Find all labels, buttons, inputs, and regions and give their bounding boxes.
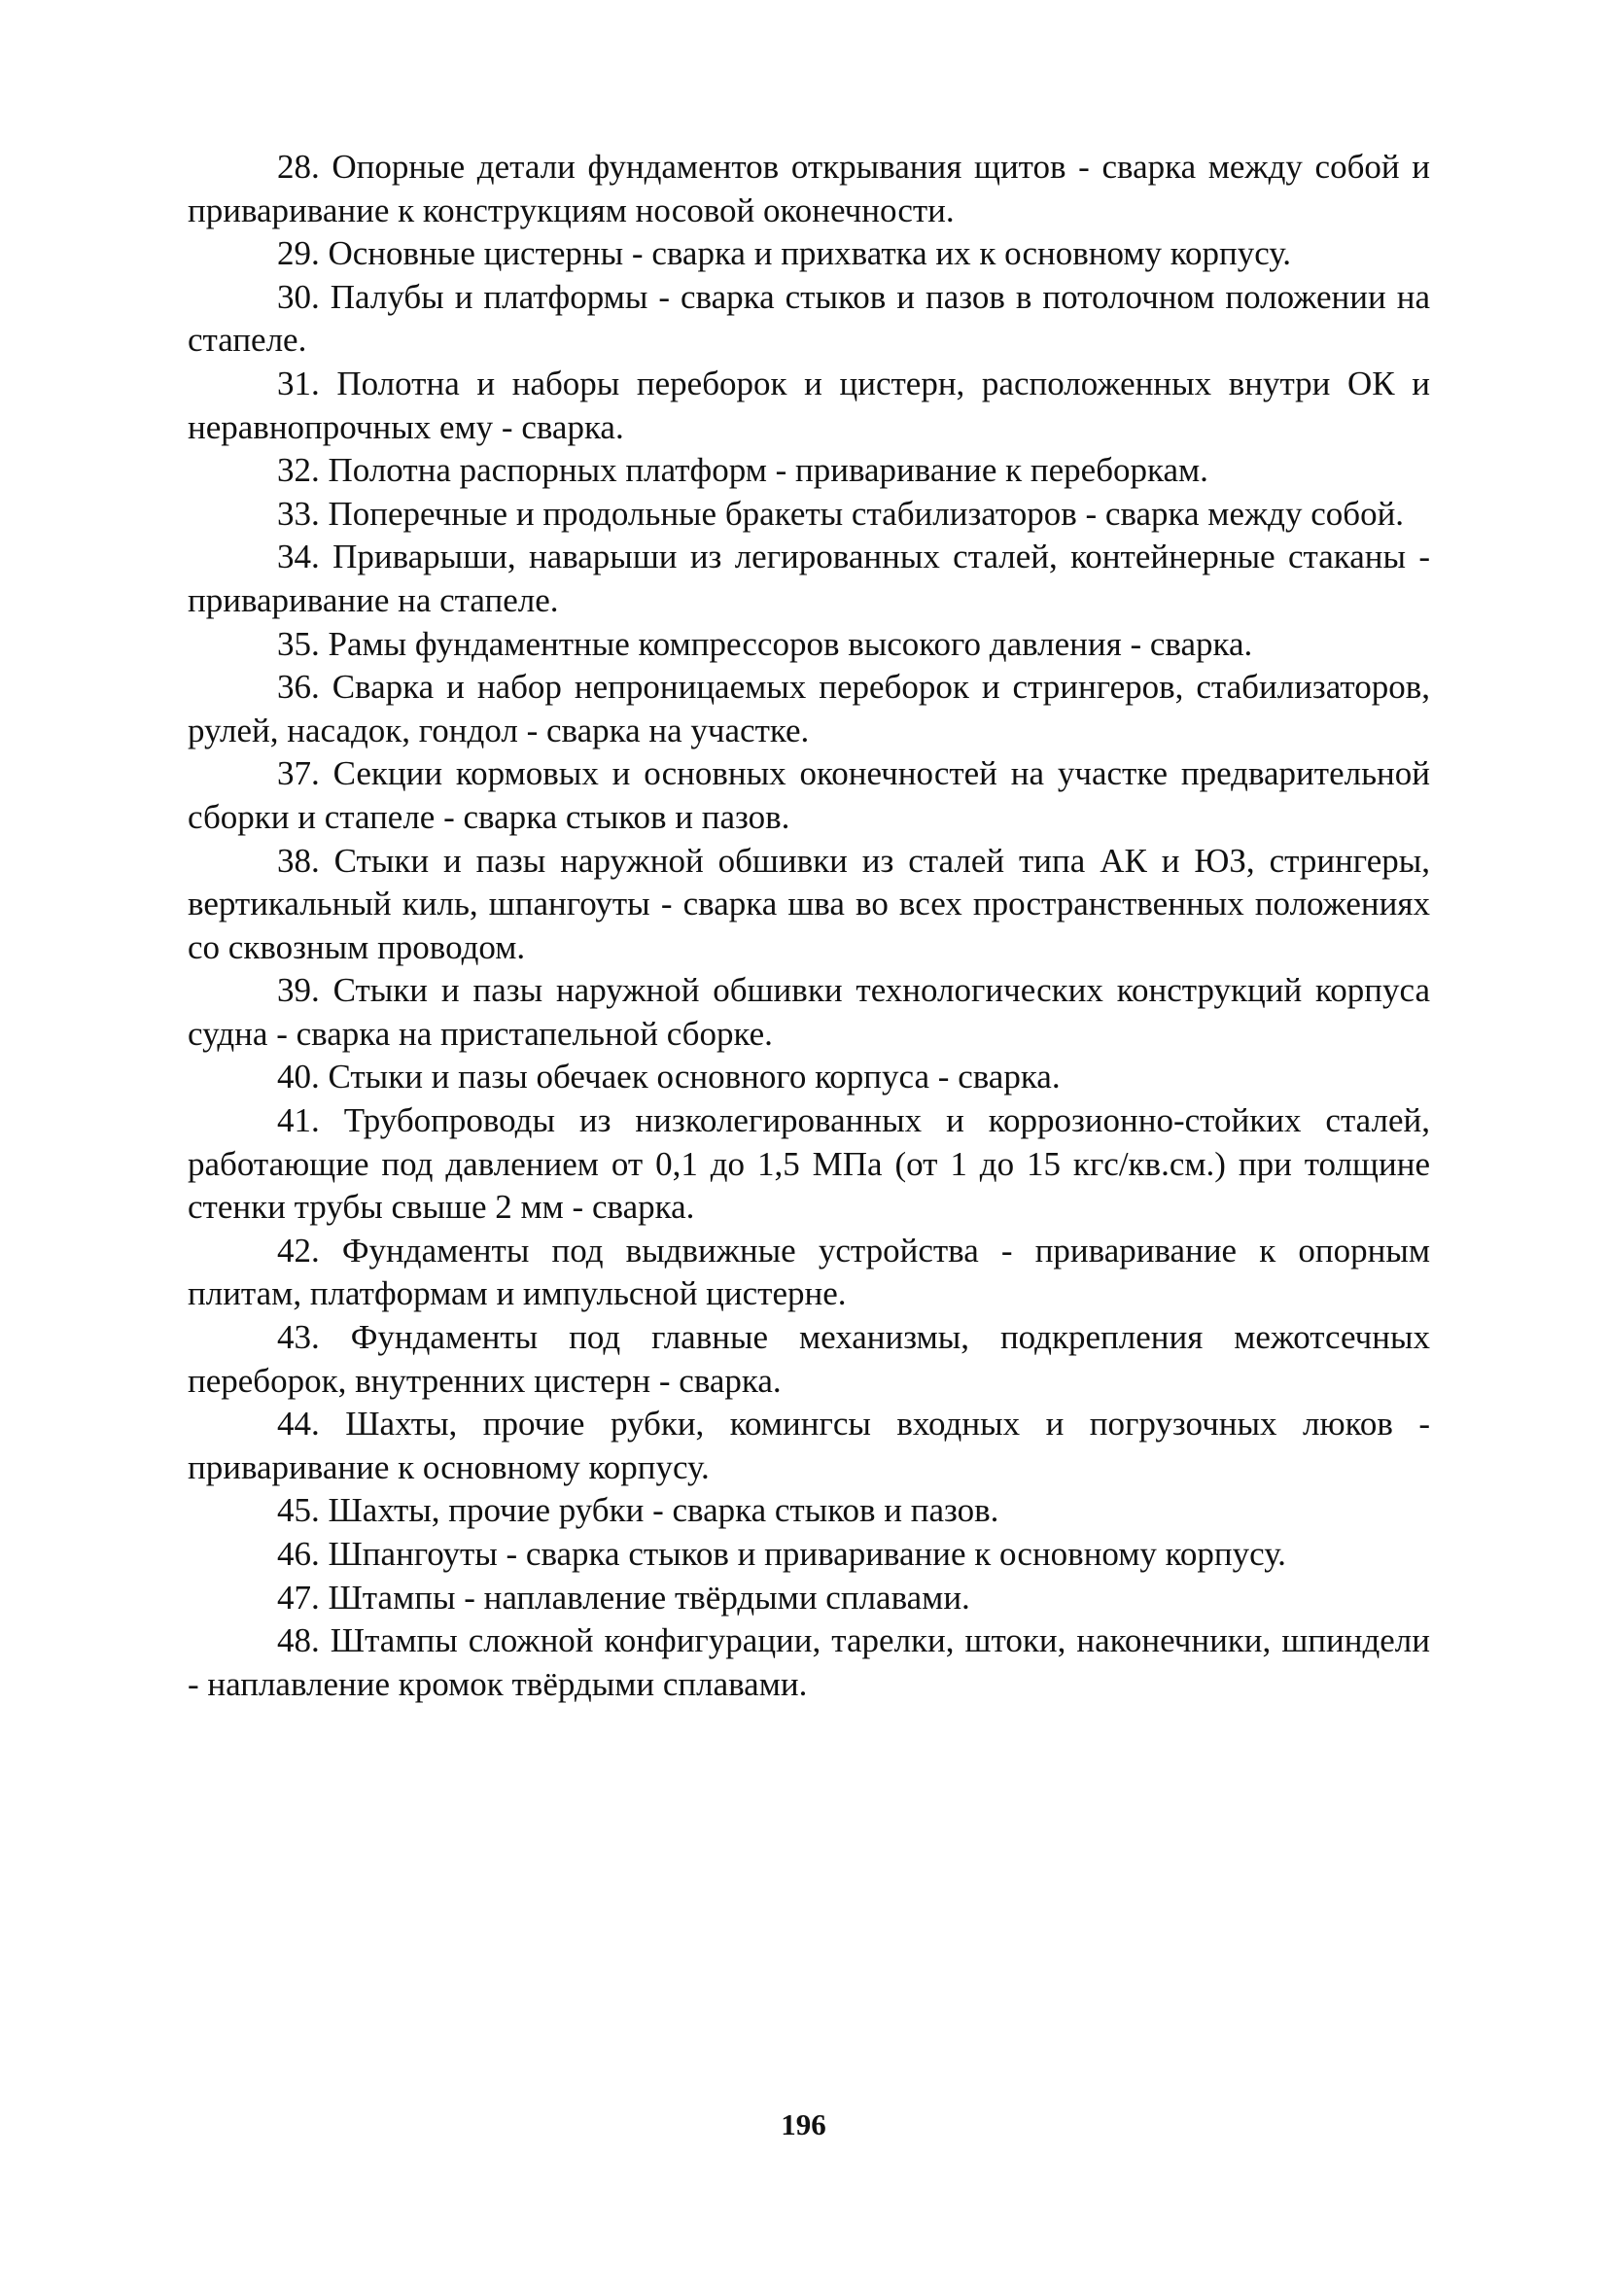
list-item-43: 43. Фундаменты под главные механизмы, подкрепления межотсечных переборок, внутренних цистерн - сварка. xyxy=(188,1318,1430,1400)
list-item-44: 44. Шахты, прочие рубки, комингсы входных и погрузочных люков - приваривание к основному корпусу. xyxy=(188,1405,1430,1486)
document-body xyxy=(188,146,1430,1706)
list-item-48: 48. Штампы сложной конфигурации, тарелки, штоки, наконечники, шпиндели - наплавление кромок твёрдыми сплавами. xyxy=(188,1621,1430,1703)
list-item-47: 47. Штампы - наплавление твёрдыми сплавами. xyxy=(277,1578,970,1617)
list-item-33: 33. Поперечные и продольные бракеты стабилизаторов - сварка между собой. xyxy=(277,494,1405,533)
list-item-42: 42. Фундаменты под выдвижные устройства - приваривание к опорным плитам, платформам и импульсной цистерне. xyxy=(188,1231,1430,1313)
list-item-37: 37. Секции кормовых и основных оконечностей на участке предварительной сборки и стапеле - сварка стыков и пазов. xyxy=(188,754,1430,836)
list-item-40: 40. Стыки и пазы обечаек основного корпуса - сварка. xyxy=(277,1058,1061,1096)
list-item-35: 35. Рамы фундаментные компрессоров высокого давления - сварка. xyxy=(277,624,1253,663)
list-item-36: 36. Сварка и набор непроницаемых переборок и стрингеров, стабилизаторов, рулей, насадок, гондол - сварка на участке. xyxy=(188,668,1430,749)
list-item-30: 30. Палубы и платформы - сварка стыков и пазов в потолочном положении на стапеле. xyxy=(188,277,1430,360)
list-item-28: 28. Опорные детали фундаментов открывания щитов - сварка между собой и приваривание к конструкциям носовой оконечности. xyxy=(188,148,1430,229)
list-item-31: 31. Полотна и наборы переборок и цистерн, расположенных внутри ОК и неравнопрочных ему - сварка. xyxy=(188,364,1430,446)
list-item-45: 45. Шахты, прочие рубки - сварка стыков и пазов. xyxy=(277,1491,999,1530)
list-item-41: 41. Трубопроводы из низколегированных и коррозионно-стойких сталей, работающие под давлением от 0,1 до 1,5 МПа (от 1 до 15 кгс/кв.см.) при толщине стенки трубы свыше 2 мм - сварка. xyxy=(188,1101,1430,1227)
list-item-32: 32. Полотна распорных платформ - приваривание к переборкам. xyxy=(277,451,1208,490)
list-item-34: 34. Приварыши, наварыши из легированных сталей, контейнерные стаканы - приваривание на стапеле. xyxy=(188,538,1430,619)
list-item-38: 38. Стыки и пазы наружной обшивки из сталей типа АК и ЮЗ, стрингеры, вертикальный киль, шпангоуты - сварка шва во всех пространственных положениях со сквозным проводом. xyxy=(188,841,1430,966)
list-item-46: 46. Шпангоуты - сварка стыков и приваривание к основному корпусу. xyxy=(277,1535,1286,1573)
list-item-39: 39. Стыки и пазы наружной обшивки технологических конструкций корпуса судна - сварка на пристапельной сборке. xyxy=(188,971,1430,1053)
page-number: 196 xyxy=(781,2107,826,2141)
list-item-29: 29. Основные цистерны - сварка и прихватка их к основному корпусу. xyxy=(277,234,1292,273)
